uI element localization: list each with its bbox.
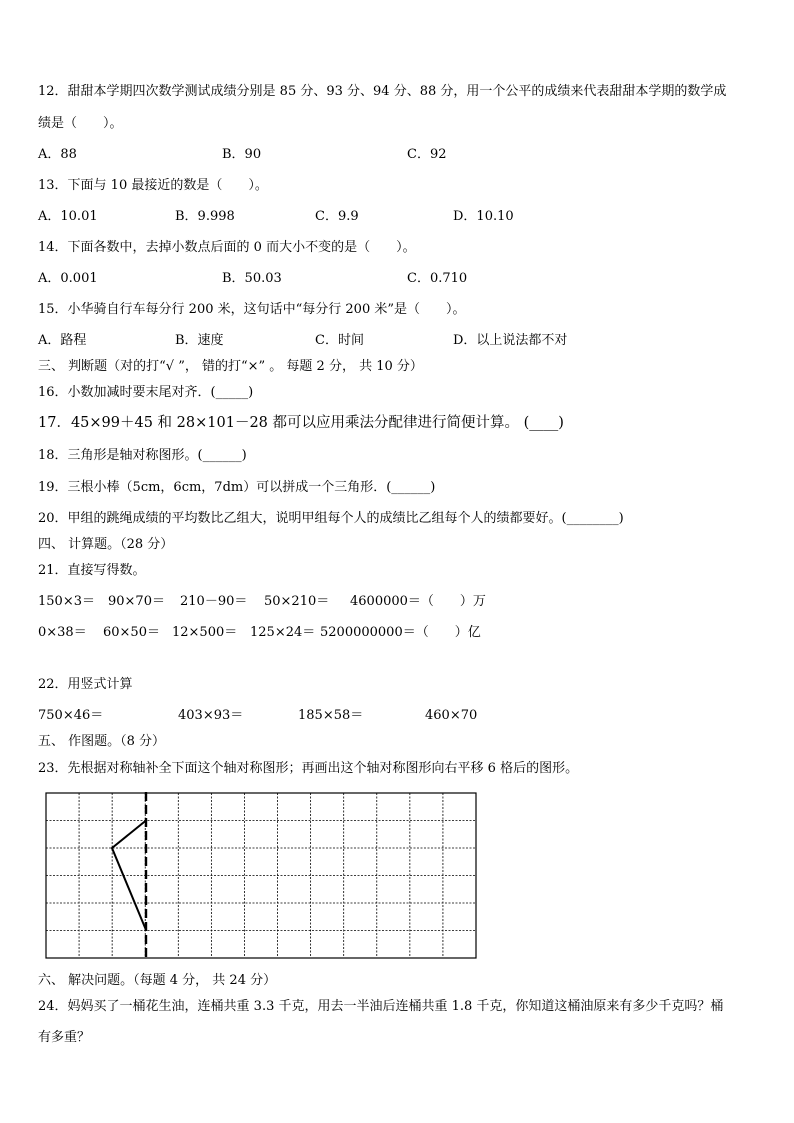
q21-item: 4600000＝（ ）万	[350, 594, 486, 609]
q15-option-b: B．速度	[175, 333, 224, 348]
q21-item: 210－90＝	[180, 594, 248, 609]
q21-item: 60×50＝	[103, 625, 160, 640]
section5-heading: 五、 作图题。（8 分）	[38, 734, 166, 749]
q22-item: 460×70	[425, 708, 478, 723]
q13-text: 13．下面与 10 最接近的数是（ ）。	[38, 178, 268, 193]
q19-text: 19．三根小棒（5cm，6cm，7dm）可以拼成一个三角形．(______)	[38, 480, 436, 495]
q23-text: 23．先根据对称轴补全下面这个轴对称图形；再画出这个轴对称图形向右平移 6 格后的图形。	[38, 761, 579, 776]
section6-heading: 六、 解决问题。（每题 4 分， 共 24 分）	[38, 973, 277, 988]
q22-item: 403×93＝	[178, 708, 244, 723]
q14-option-c: C．0.710	[407, 271, 468, 286]
section3-heading: 三、 判断题（对的打“√ ”， 错的打“×” 。 每题 2 分， 共 10 分）	[38, 359, 423, 374]
q21-item: 5200000000＝（ ）亿	[320, 625, 481, 640]
q21-item: 50×210＝	[264, 594, 330, 609]
q24-line2: 有多重？	[38, 1030, 91, 1045]
q13-option-c: C．9.9	[315, 209, 359, 224]
q12-option-a: A．88	[38, 147, 77, 162]
q21-item: 12×500＝	[172, 625, 238, 640]
q21-item: 90×70＝	[108, 594, 165, 609]
q21-item: 0×38＝	[38, 625, 87, 640]
q12-line2: 绩是（ ）。	[38, 116, 123, 131]
q21-title: 21．直接写得数。	[38, 563, 146, 578]
q12-option-c: C．92	[407, 147, 447, 162]
q16-text: 16．小数加减时要末尾对齐．(_____)	[38, 385, 254, 400]
q21-item: 150×3＝	[38, 594, 95, 609]
q14-option-a: A．0.001	[38, 271, 98, 286]
q15-text: 15．小华骑自行车每分行 200 米，这句话中“每分行 200 米”是（ ）。	[38, 302, 466, 317]
q13-option-b: B．9.998	[175, 209, 235, 224]
section4-heading: 四、 计算题。（28 分）	[38, 537, 174, 552]
q12-option-b: B．90	[222, 147, 262, 162]
q17-text: 17．45×99＋45 和 28×101－28 都可以应用乘法分配律进行简便计算。 (____)	[38, 415, 564, 431]
q13-option-a: A．10.01	[38, 209, 98, 224]
q22-item: 185×58＝	[298, 708, 364, 723]
q21-item: 125×24＝	[250, 625, 316, 640]
q14-option-b: B．50.03	[222, 271, 282, 286]
q20-text: 20．甲组的跳绳成绩的平均数比乙组大，说明甲组每个人的成绩比乙组每个人的绩都要好。(________)	[38, 511, 624, 526]
q22-item: 750×46＝	[38, 708, 104, 723]
q12-line1: 12．甜甜本学期四次数学测试成绩分别是 85 分、93 分、94 分、88 分，用一个公平的成绩来代表甜甜本学期的数学成	[38, 84, 727, 99]
q23-grid-svg	[45, 792, 477, 960]
q13-option-d: D．10.10	[453, 209, 514, 224]
q14-text: 14．下面各数中，去掉小数点后面的 0 而大小不变的是（ ）。	[38, 240, 416, 255]
q18-text: 18．三角形是轴对称图形。(______)	[38, 448, 247, 463]
q22-title: 22．用竖式计算	[38, 677, 133, 692]
q15-option-c: C．时间	[315, 333, 364, 348]
q15-option-d: D．以上说法都不对	[453, 333, 568, 348]
q15-option-a: A．路程	[38, 333, 87, 348]
q24-line1: 24．妈妈买了一桶花生油，连桶共重 3.3 千克，用去一半油后连桶共重 1.8 千克，你知道这桶油原来有多少千克吗？桶	[38, 999, 724, 1014]
q23-grid	[45, 792, 477, 964]
